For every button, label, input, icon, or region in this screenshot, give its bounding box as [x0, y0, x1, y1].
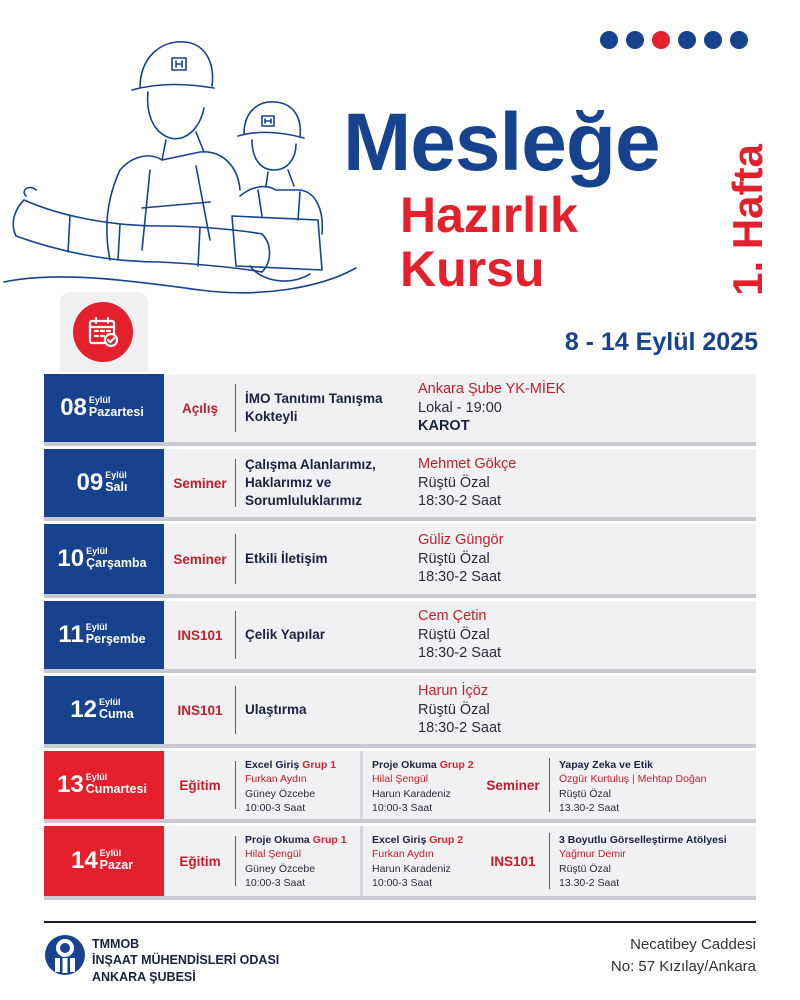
day-name: Pazar — [99, 858, 134, 873]
day-month: Eylül — [99, 848, 122, 859]
session-coordinator: Harun Karadeniz — [372, 787, 451, 800]
day-month: Eylül — [98, 697, 121, 708]
dot-active — [652, 31, 670, 49]
calendar-badge — [60, 292, 148, 372]
event-info — [418, 676, 756, 744]
session-speaker: Hilal Şengül — [245, 848, 302, 861]
session-time: 10:00-3 Saat — [245, 877, 306, 890]
event-info — [418, 374, 756, 442]
calendar-check-icon — [73, 302, 133, 362]
event-topic: Çalışma Alanlarımız, Haklarımız ve Sorumluluklarımız — [245, 456, 376, 509]
session-group: Grup 1 — [302, 759, 337, 771]
event-coordinator: Rüştü Özal — [418, 550, 490, 567]
event-coordinator: Rüştü Özal — [418, 626, 490, 643]
day-cell — [44, 601, 164, 669]
session-title: Proje Okuma — [245, 834, 310, 846]
dot — [600, 31, 618, 49]
session-speaker: Hilal Şengül — [372, 773, 429, 786]
day-cell — [44, 374, 164, 442]
session-title: 3 Boyutlu Görselleştirme Atölyesi — [559, 834, 727, 846]
event-type: Eğitim — [164, 751, 236, 819]
dot — [626, 31, 644, 49]
event-topic: Etkili İletişim — [245, 550, 328, 566]
day-number: 10 — [57, 545, 85, 572]
event-type: Eğitim — [164, 826, 236, 896]
multi-session — [236, 826, 756, 896]
day-name: Pazartesi — [88, 405, 144, 420]
day-number: 12 — [70, 696, 97, 723]
day-cell — [44, 826, 164, 896]
day-name: Salı — [105, 480, 128, 495]
session-type: INS101 — [476, 826, 550, 896]
session-coordinator: Güney Özcebe — [245, 862, 316, 875]
day-name: Cumartesi — [85, 782, 147, 797]
event-topic: İMO Tanıtımı Tanışma Kokteyli — [245, 390, 383, 424]
multi-session — [236, 751, 756, 819]
event-type: INS101 — [164, 676, 236, 744]
schedule-row-thursday — [44, 601, 756, 673]
title-line-2: Hazırlık — [400, 187, 578, 243]
address: Necatibey Caddesi No: 57 Kızılay/Ankara — [610, 936, 756, 975]
session-time: 13.30-2 Saat — [559, 877, 620, 890]
organization-name: TMMOB İNŞAAT MÜHENDİSLERİ ODASI ANKARA ŞUBESİ — [92, 937, 280, 984]
event-time: 18:30-2 Saat — [418, 493, 502, 510]
event-type: Açılış — [164, 374, 236, 442]
session-title: Excel Giriş — [372, 834, 427, 846]
session-time: 13.30-2 Saat — [559, 802, 620, 815]
event-topic: Ulaştırma — [245, 701, 307, 717]
day-cell — [44, 524, 164, 594]
engineers-illustration — [0, 20, 360, 310]
schedule-row-sunday — [44, 826, 756, 900]
session-cell — [236, 751, 360, 819]
event-speaker: Harun İçöz — [418, 682, 489, 699]
schedule-row-monday — [44, 374, 756, 446]
session-title: Excel Giriş — [245, 759, 300, 771]
session-time: 10:00-3 Saat — [372, 802, 433, 815]
event-note: KAROT — [418, 418, 470, 435]
schedule-row-saturday — [44, 751, 756, 823]
session-cell — [550, 826, 756, 896]
session-group: Grup 2 — [439, 759, 474, 771]
week-label: 1. Hafta — [724, 144, 771, 296]
session-coordinator: Güney Özcebe — [245, 787, 316, 800]
day-number: 14 — [70, 847, 98, 874]
dot — [678, 31, 696, 49]
session-type: Seminer — [476, 751, 550, 819]
event-speaker: Mehmet Gökçe — [418, 455, 517, 472]
dot — [704, 31, 722, 49]
event-info — [418, 524, 756, 594]
session-cell — [236, 826, 360, 896]
event-speaker: Cem Çetin — [418, 607, 487, 624]
day-name: Cuma — [98, 707, 134, 722]
day-month: Eylül — [105, 470, 127, 481]
session-coordinator: Harun Karadeniz — [372, 862, 451, 875]
day-number: 13 — [57, 771, 84, 798]
event-info — [418, 449, 756, 517]
day-cell — [44, 449, 164, 517]
title-line-3: Kursu — [400, 241, 545, 297]
day-month: Eylül — [88, 395, 111, 406]
session-coordinator: Rüştü Özal — [559, 787, 611, 800]
day-cell — [44, 676, 164, 744]
session-cell — [363, 751, 476, 819]
session-title: Proje Okuma — [372, 759, 437, 771]
day-month: Eylül — [86, 546, 108, 557]
day-number: 08 — [60, 394, 87, 421]
event-speaker: Ankara Şube YK-MİEK — [418, 380, 566, 397]
session-title: Yapay Zeka ve Etik — [559, 759, 653, 771]
day-month: Eylül — [85, 622, 108, 633]
event-speaker: Güliz Güngör — [418, 531, 504, 548]
session-time: 10:00-3 Saat — [372, 877, 433, 890]
day-name: Çarşamba — [86, 556, 147, 571]
day-number: 11 — [58, 621, 84, 648]
schedule-row-tuesday — [44, 449, 756, 521]
date-range: 8 - 14 Eylül 2025 — [564, 328, 758, 356]
event-type: INS101 — [164, 601, 236, 669]
session-group: Grup 1 — [312, 834, 347, 846]
event-time: 18:30-2 Saat — [418, 720, 502, 737]
dot — [730, 31, 748, 49]
session-speaker: Furkan Aydın — [245, 773, 307, 786]
event-topic: Çelik Yapılar — [245, 626, 326, 642]
event-coordinator: Rüştü Özal — [418, 474, 490, 491]
session-cell — [550, 751, 756, 819]
footer-divider — [44, 921, 756, 923]
title-line-1: Mesleğe — [343, 97, 660, 188]
decorative-dots — [600, 31, 748, 49]
session-speaker: Özgür Kurtuluş — [559, 773, 630, 786]
schedule-row-wednesday — [44, 524, 756, 598]
event-time: 18:30-2 Saat — [418, 569, 502, 586]
event-location: Lokal - 19:00 — [418, 399, 502, 416]
session-time: 10:00-3 Saat — [245, 802, 306, 815]
separator-pipe: | — [631, 773, 635, 786]
event-info — [418, 601, 756, 669]
imo-logo-icon — [44, 934, 86, 976]
session-cell — [363, 826, 476, 896]
day-cell — [44, 751, 164, 819]
session-speaker: Yağmur Demir — [559, 848, 626, 861]
session-speaker: Furkan Aydın — [372, 848, 434, 861]
day-month: Eylül — [85, 772, 108, 783]
weekly-schedule — [44, 374, 756, 903]
event-type: Seminer — [164, 449, 236, 517]
day-number: 09 — [76, 469, 104, 496]
event-type: Seminer — [164, 524, 236, 594]
session-coordinator: Rüştü Özal — [559, 862, 611, 875]
event-coordinator: Rüştü Özal — [418, 701, 490, 718]
day-name: Perşembe — [85, 632, 146, 647]
session-group: Grup 2 — [429, 834, 464, 846]
event-time: 18:30-2 Saat — [418, 645, 502, 662]
schedule-row-friday — [44, 676, 756, 748]
session-speaker: Mehtap Doğan — [637, 773, 707, 786]
